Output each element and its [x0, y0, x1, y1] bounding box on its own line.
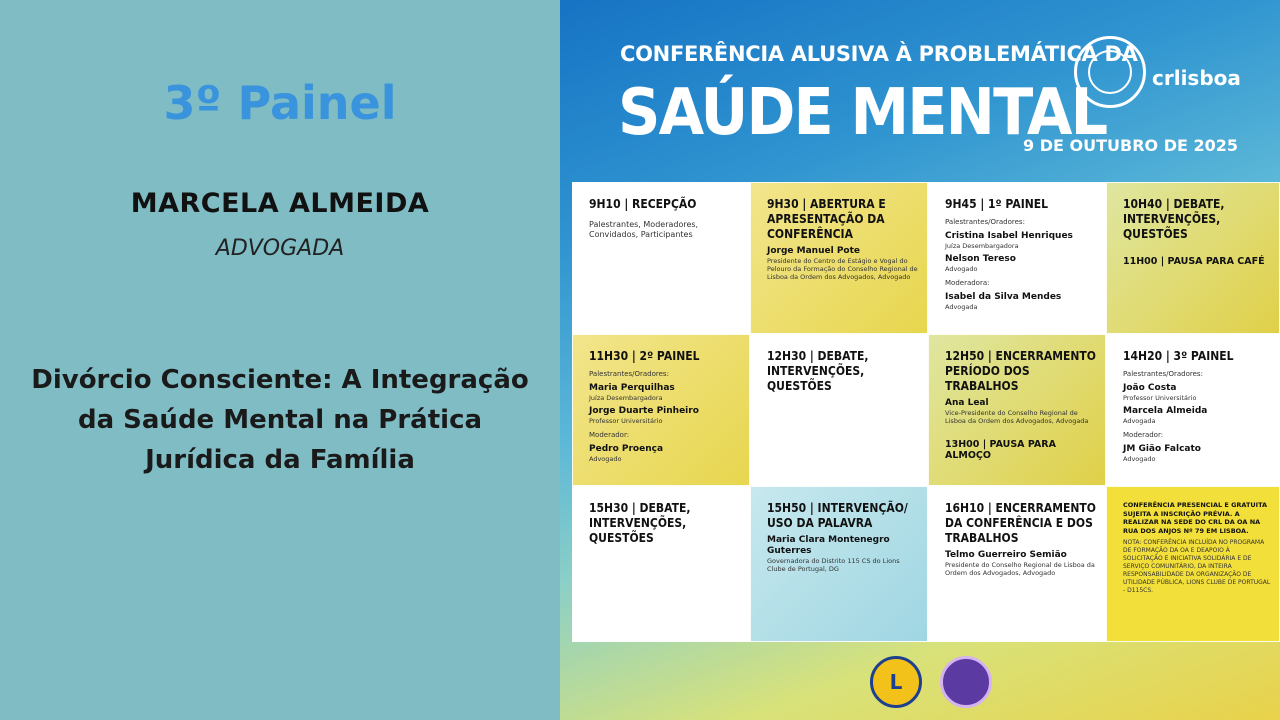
speaker-role: Advogada	[1123, 417, 1156, 425]
speaker: Pedro Proença	[589, 444, 664, 454]
speaker: Maria Clara Montenegro Guterres	[767, 535, 890, 556]
speaker: Jorge Duarte Pinheiro	[589, 406, 699, 416]
speaker-role: Governadora do Distrito 115 CS do Lions Clube de Portugal, DG	[767, 557, 900, 573]
cell-heading: 16H10 | ENCERRAMENTO DA CONFERÊNCIA E DOS TRABALHOS	[945, 501, 1096, 545]
schedule-cell	[928, 182, 1106, 334]
schedule-cell	[572, 334, 750, 486]
speaker: João Costa	[1123, 383, 1177, 393]
schedule-cell	[1106, 334, 1280, 486]
schedule-cell	[750, 334, 928, 486]
lions-logo-icon: L	[870, 656, 922, 708]
cell-heading: 9H10 | RECEPÇÃO	[589, 197, 697, 211]
poster-title: SAÚDE MENTAL	[618, 76, 1107, 150]
registration-note: CONFERÊNCIA PRESENCIAL E GRATUITA SUJEITA A INSCRIÇÃO PRÉVIA. A REALIZAR NA SEDE DO CRL DA OA NA RUA DOS ANJOS Nº 79 EM LISBOA.	[1123, 501, 1268, 535]
speaker-role: Presidente do Centro de Estágio e Vogal do Pelouro da Formação do Conselho Regional de Lisboa da Ordem dos Advogados, Advogado	[767, 257, 918, 281]
cell-label: Moderadora:	[945, 279, 990, 287]
cell-label: Palestrantes/Oradores:	[1123, 370, 1203, 378]
speaker: Maria Perquilhas	[589, 383, 675, 393]
org-logo-text: crlisboa	[1152, 66, 1241, 90]
schedule-cell	[1106, 182, 1280, 334]
bar-association-seal-icon	[1074, 36, 1146, 108]
schedule-cell	[572, 486, 750, 642]
cell-body: Palestrantes, Moderadores, Convidados, Participantes	[589, 220, 699, 239]
conference-poster	[560, 0, 1280, 720]
speaker: Cristina Isabel Henriques	[945, 231, 1073, 241]
cell-heading: 9H45 | 1º PAINEL	[945, 197, 1049, 211]
schedule-cell	[750, 486, 928, 642]
speaker-role: Juíza Desembargadora	[945, 242, 1019, 250]
talk-title: Divórcio Consciente: A Integração da Saúde Mental na Prática Jurídica da Família	[31, 365, 529, 475]
speaker: Telmo Guerreiro Semião	[945, 550, 1067, 560]
schedule-cell	[1106, 486, 1280, 642]
cell-label: Moderador:	[1123, 431, 1164, 439]
speaker-role: Advogado	[945, 265, 978, 273]
speaker-role: Professor Universitário	[1123, 394, 1197, 402]
cell-heading: 12H30 | DEBATE, INTERVENÇÕES, QUESTÕES	[767, 349, 869, 393]
panel-title: 3º Painel	[163, 76, 397, 130]
cell-heading: 15H30 | DEBATE, INTERVENÇÕES, QUESTÕES	[589, 501, 691, 545]
cell-label: Moderador:	[589, 431, 630, 439]
cell-heading: 14H20 | 3º PAINEL	[1123, 349, 1234, 363]
schedule-cell	[572, 182, 750, 334]
speaker-role: Advogado	[1123, 455, 1156, 463]
speaker: JM Gião Falcato	[1123, 444, 1201, 454]
schedule-grid	[572, 182, 1280, 642]
poster-subtitle: CONFERÊNCIA ALUSIVA À PROBLEMÁTICA DA	[620, 42, 1138, 66]
speaker-role: Advogada	[945, 303, 978, 311]
partner-logo-icon	[940, 656, 992, 708]
cell-extra: 13H00 | PAUSA PARA ALMOÇO	[945, 439, 1056, 461]
speaker: Nelson Tereso	[945, 254, 1016, 264]
speaker-name: MARCELA ALMEIDA	[130, 188, 430, 219]
poster-date: 9 DE OUTUBRO DE 2025	[1023, 136, 1238, 155]
cell-label: Palestrantes/Oradores:	[945, 218, 1025, 226]
speaker-role: Professor Universitário	[589, 417, 663, 425]
info-panel	[0, 0, 560, 720]
cell-heading: 11H30 | 2º PAINEL	[589, 349, 700, 363]
speaker: Ana Leal	[945, 398, 989, 408]
speaker: Marcela Almeida	[1123, 406, 1208, 416]
cell-heading: 15H50 | INTERVENÇÃO/ USO DA PALAVRA	[767, 501, 908, 530]
speaker-role: Juíza Desembargadora	[589, 394, 663, 402]
schedule-cell	[928, 334, 1106, 486]
schedule-cell	[750, 182, 928, 334]
schedule-cell	[928, 486, 1106, 642]
cell-heading: 10H40 | DEBATE, INTERVENÇÕES, QUESTÕES	[1123, 197, 1225, 241]
speaker-role: ADVOGADA	[215, 236, 345, 261]
cell-heading: 12H50 | ENCERRAMENTO PERÍODO DOS TRABALHOS	[945, 349, 1096, 393]
cell-label: Palestrantes/Oradores:	[589, 370, 669, 378]
cell-extra: 11H00 | PAUSA PARA CAFÉ	[1123, 256, 1265, 267]
speaker: Jorge Manuel Pote	[767, 246, 861, 256]
speaker: Isabel da Silva Mendes	[945, 292, 1062, 302]
program-note: NOTA: CONFERÊNCIA INCLUÍDA NO PROGRAMA DE FORMAÇÃO DA OA E DEAPOIO À SOLICITAÇÃO E INICIATIVA SOLIDÁRIA E DE SERVIÇO COMUNITÁRIO, DA INTEIRA RESPONSABILIDADE DA ORGANIZAÇÃO DE UTILIDADE PÚBLICA, LIONS CLUBE DE PORTUGAL - D115CS.	[1123, 539, 1271, 594]
speaker-role: Vice-Presidente do Conselho Regional de Lisboa da Ordem dos Advogados, Advogada	[945, 409, 1089, 425]
speaker-role: Presidente do Conselho Regional de Lisboa da Ordem dos Advogados, Advogado	[945, 561, 1095, 577]
speaker-role: Advogado	[589, 455, 622, 463]
cell-heading: 9H30 | ABERTURA E APRESENTAÇÃO DA CONFERÊNCIA	[767, 197, 886, 241]
